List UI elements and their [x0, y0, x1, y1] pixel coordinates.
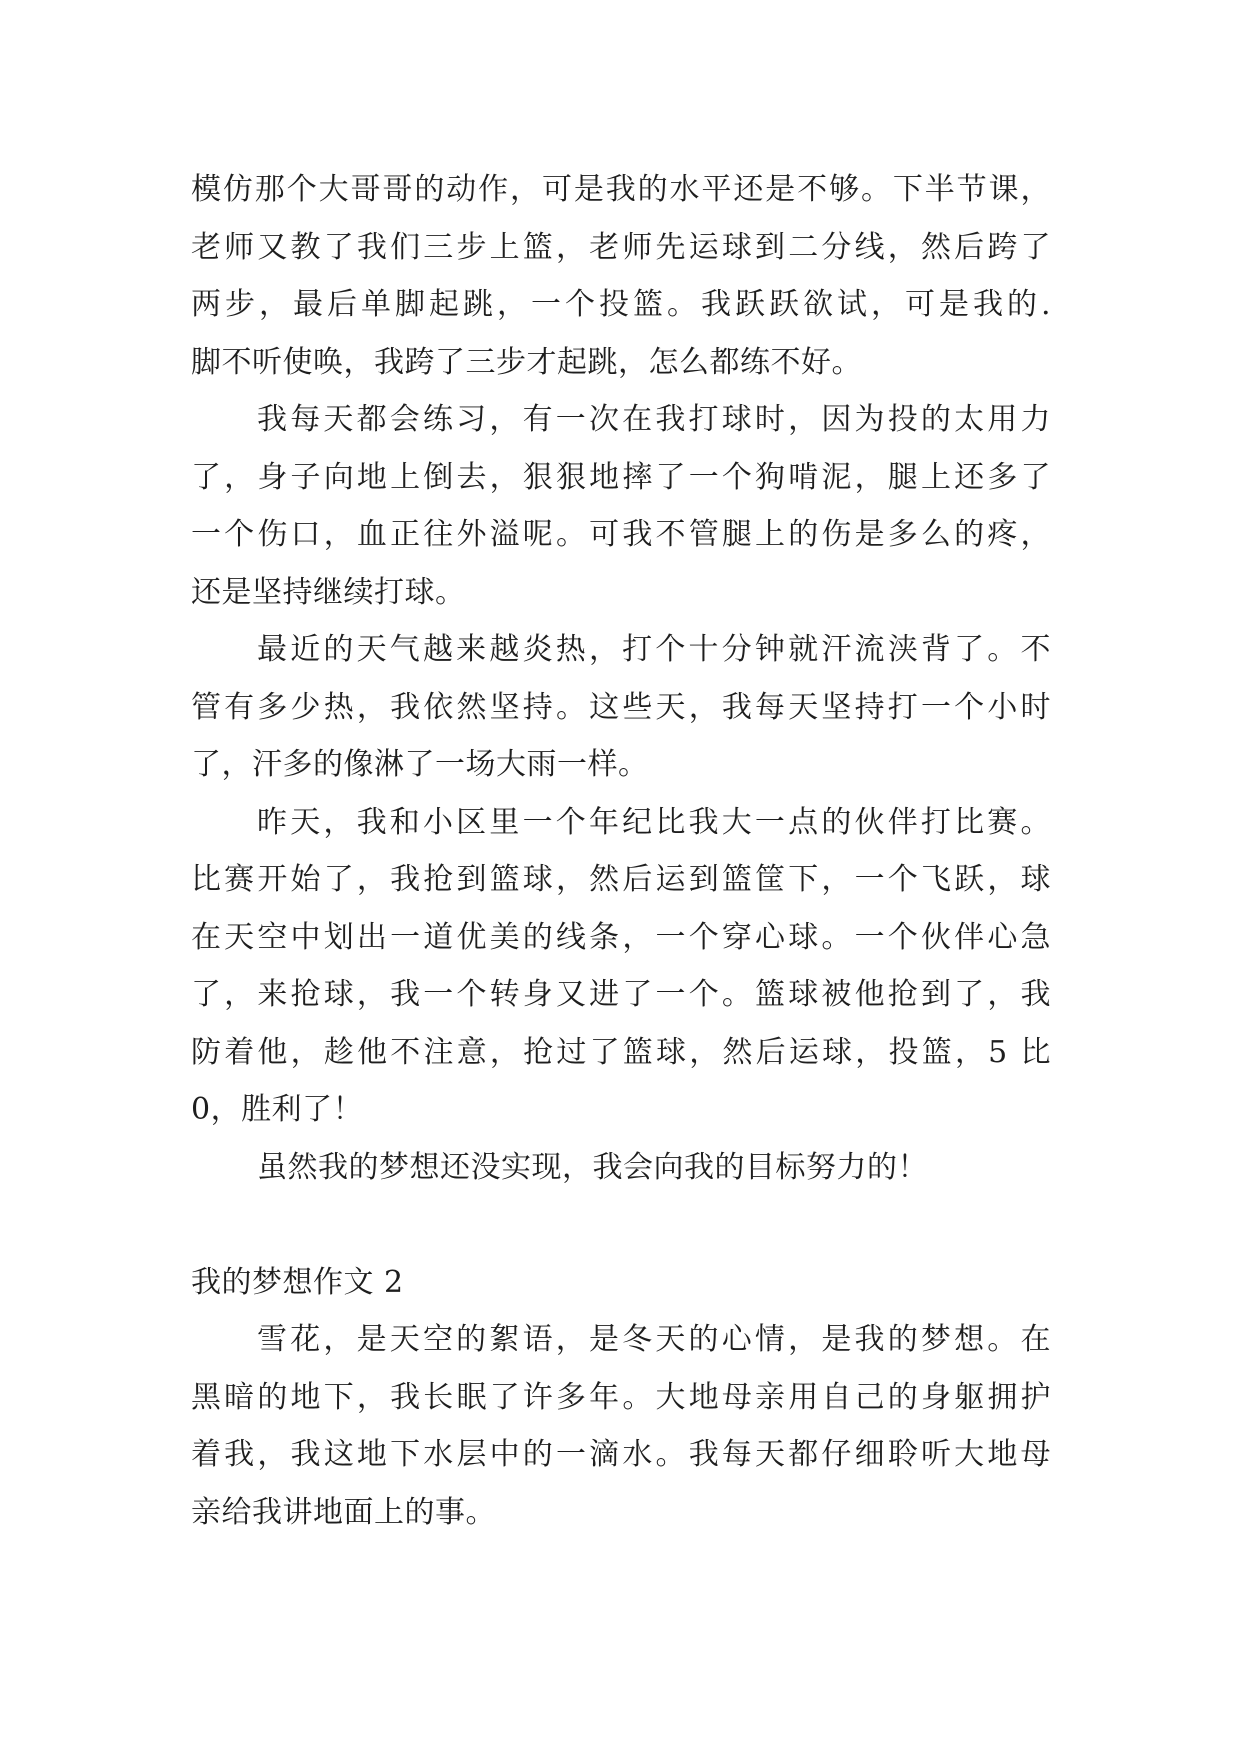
text-line: 了，汗多的像淋了一场大雨一样。: [191, 747, 649, 782]
text-line: 比赛开始了，我抢到篮球，然后运到篮筐下，一个飞跃，球: [191, 862, 1051, 897]
paragraph: [191, 621, 1051, 794]
text-line: 两步，最后单脚起跳，一个投篮。我跃跃欲试，可是我的.: [191, 287, 1051, 322]
paragraph-spacer: [191, 1196, 1051, 1254]
text-line: 最近的天气越来越炎热，打个十分钟就汗流浃背了。不: [257, 632, 1051, 667]
text-line: 一个伤口，血正往外溢呢。可我不管腿上的伤是多么的疼，: [191, 517, 1051, 552]
text-line: 我每天都会练习，有一次在我打球时，因为投的太用力: [257, 402, 1051, 437]
text-line: 还是坚持继续打球。: [191, 574, 466, 610]
paragraph: [191, 1311, 1051, 1541]
text-line: 老师又教了我们三步上篮，老师先运球到二分线，然后跨了: [191, 229, 1051, 265]
section-heading: 我的梦想作文 2: [191, 1264, 404, 1300]
text-line: 模仿那个大哥哥的动作，可是我的水平还是不够。下半节课，: [191, 172, 1051, 207]
paragraph: [191, 1139, 1051, 1197]
text-line: 虽然我的梦想还没实现，我会向我的目标努力的！: [257, 1149, 928, 1185]
text-line: 0，胜利了！: [191, 1092, 364, 1127]
paragraph: [191, 794, 1051, 1139]
text-line: 脚不听使唤，我跨了三步才起跳，怎么都练不好。: [191, 344, 862, 380]
text-line: 雪花，是天空的絮语，是冬天的心情，是我的梦想。在: [257, 1322, 1051, 1357]
text-line: 黑暗的地下，我长眠了许多年。大地母亲用自己的身躯拥护: [191, 1379, 1051, 1415]
text-line: 管有多少热，我依然坚持。这些天，我每天坚持打一个小时: [191, 689, 1051, 725]
text-line: 了，来抢球，我一个转身又进了一个。篮球被他抢到了，我: [191, 977, 1051, 1012]
text-line: 昨天，我和小区里一个年纪比我大一点的伙伴打比赛。: [257, 804, 1051, 840]
text-line: 着我，我这地下水层中的一滴水。我每天都仔细聆听大地母: [191, 1437, 1051, 1472]
text-line: 防着他，趁他不注意，抢过了篮球，然后运球，投篮，5 比: [191, 1034, 1051, 1070]
document-body: [191, 161, 1051, 1541]
paragraph: [191, 391, 1051, 621]
text-line: 了，身子向地上倒去，狠狠地摔了一个狗啃泥，腿上还多了: [191, 459, 1051, 495]
text-line: 在天空中划出一道优美的线条，一个穿心球。一个伙伴心急: [191, 919, 1051, 955]
paragraph: [191, 161, 1051, 391]
text-line: 亲给我讲地面上的事。: [191, 1494, 496, 1530]
